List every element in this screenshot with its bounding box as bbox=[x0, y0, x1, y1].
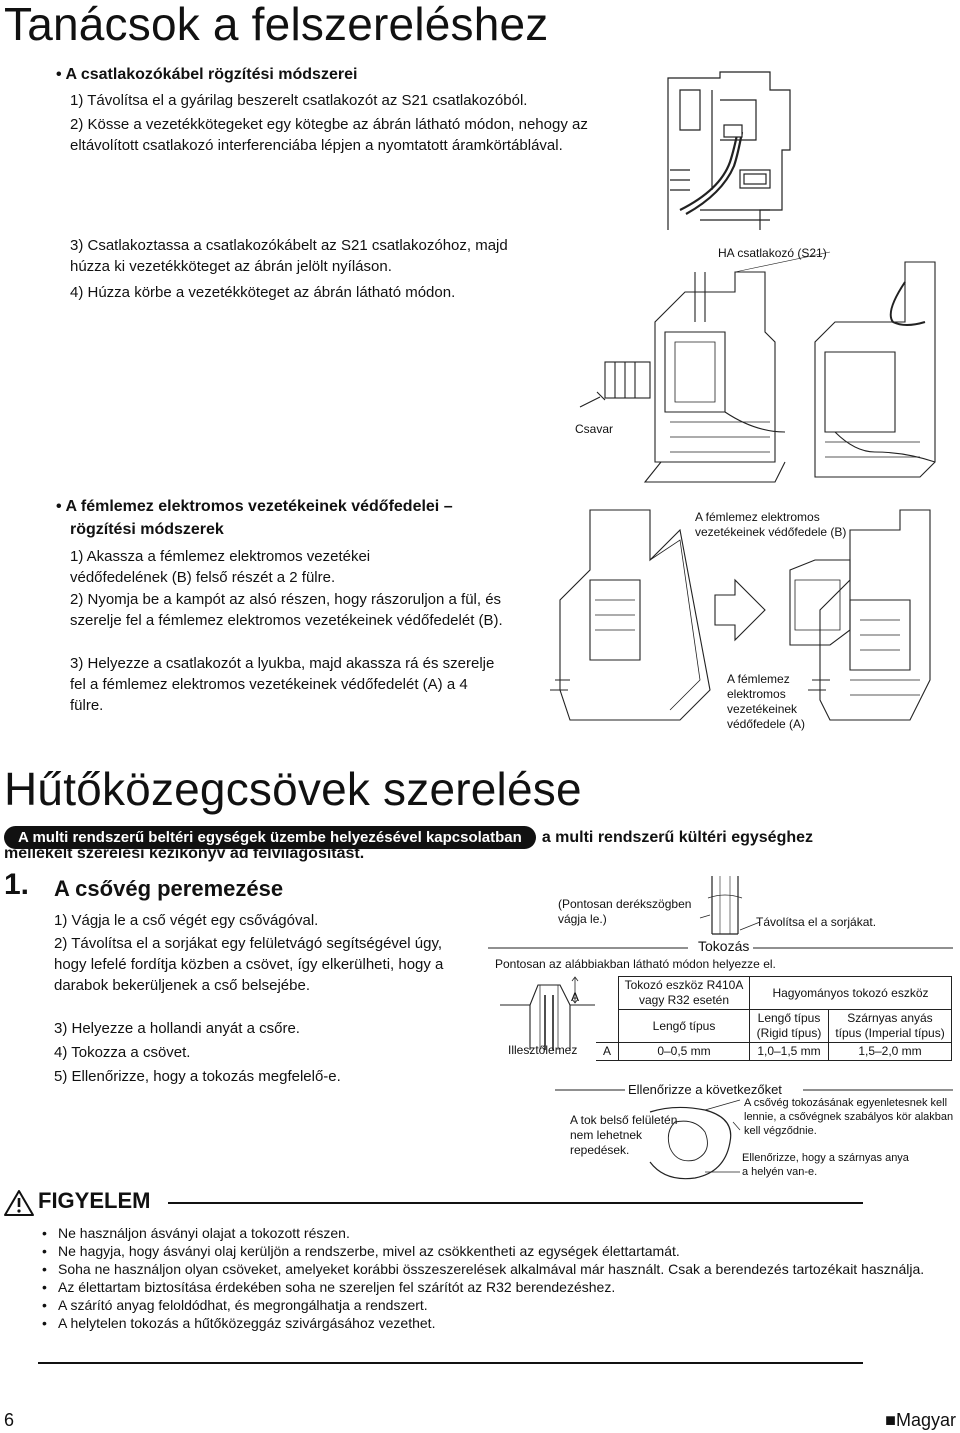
cover-heading-2: rögzítési módszerek bbox=[70, 521, 224, 538]
check-even: A csővég tokozásának egyenletesnek kell lennie, a csővégnek szabályos kör alakban kell végződnie. bbox=[744, 1097, 954, 1137]
burr-label: Távolítsa el a sorjákat. bbox=[756, 915, 877, 929]
cover-mounting-illustration bbox=[550, 500, 955, 740]
flare-heading: A csővég peremezése bbox=[54, 876, 284, 901]
value-r410a: 0–0,5 mm bbox=[619, 1043, 750, 1061]
leader-lines bbox=[700, 900, 860, 940]
flare-step-5: 5) Ellenőrizze, hogy a tokozás megfelelő-e. bbox=[54, 1068, 341, 1085]
warning-list bbox=[38, 1224, 938, 1332]
clutch-rigid-type: Lengő típus (Rigid típus) bbox=[750, 1010, 829, 1043]
intro-rest: a multi rendszerű kültéri egységhez bbox=[541, 828, 814, 846]
check-title: Ellenőrizze a következőket bbox=[628, 1082, 782, 1097]
value-rigid: 1,0–1,5 mm bbox=[750, 1043, 829, 1061]
cover-heading-1: • A fémlemez elektromos vezetékeinek védőfedelei – bbox=[56, 498, 453, 515]
flaring-die-illustration bbox=[500, 975, 595, 1050]
page-number: 6 bbox=[4, 1410, 15, 1430]
cover-step-2: 2) Nyomja be a kampót az alsó részen, hogy rászoruljon a fül, és szerelje fel a fémlemez elektromos vezetékeinek védőfedelét (B). bbox=[70, 591, 503, 629]
col-r410a: Tokozó eszköz R410A vagy R32 esetén bbox=[619, 977, 750, 1010]
warning-item: • Ne használjon ásványi olajat a tokozott részen. bbox=[38, 1224, 938, 1242]
flare-step-1: 1) Vágja le a cső végét egy csővágóval. bbox=[54, 912, 319, 929]
cut-label: (Pontosan derékszögben vágja le.) bbox=[558, 897, 692, 926]
warning-title: FIGYELEM bbox=[38, 1188, 151, 1213]
flaring-table bbox=[596, 976, 952, 1061]
flare-step-2: 2) Távolítsa el a sorjákat egy felületvágó segítségével úgy, hogy lefelé fordítja közben a csövet, így elkerülheti, hogy a darabok bekerüljenek a cső belsejébe. bbox=[54, 935, 444, 994]
screw-label: Csavar bbox=[575, 422, 614, 436]
warning-rule bbox=[168, 1202, 863, 1204]
connector-routing-illustration bbox=[575, 262, 955, 502]
row-a-label: A bbox=[596, 1043, 619, 1061]
warning-item: • Soha ne használjon olyan csöveket, amelyeket korábbi összeszerelések alkalmával már használt. Csak a berendezés tartozékait használja. bbox=[38, 1260, 938, 1278]
warning-bottom-rule bbox=[38, 1362, 863, 1364]
wing-nut-type: Szárnyas anyás típus (Imperial típus) bbox=[829, 1010, 952, 1043]
cover-a-label: A fémlemez elektromos vezetékeinek védőfedele (A) bbox=[727, 672, 806, 731]
page-title: Tanácsok a felszereléshez bbox=[4, 0, 549, 50]
cover-b-label: A fémlemez elektromos vezetékeinek védőfedele (B) bbox=[695, 510, 847, 539]
flaring-title: Tokozás bbox=[698, 938, 750, 954]
connector-step-2: 2) Kösse a vezetékkötegeket egy kötegbe az ábrán látható módon, nehogy az eltávolított csatlakozó interferenciába lépjen a nyomtatott áramkörtáblával. bbox=[70, 116, 588, 154]
connector-step-3: 3) Csatlakoztassa a csatlakozókábelt az S21 csatlakozóhoz, majd húzza ki vezetékköteget az ábrán jelölt nyíláson. bbox=[70, 237, 508, 275]
col-conventional: Hagyományos tokozó eszköz bbox=[750, 977, 952, 1010]
connector-step-4: 4) Húzza körbe a vezetékköteget az ábrán látható módon. bbox=[70, 284, 456, 301]
cover-step-1: 1) Akassza a fémlemez elektromos vezetékei védőfedelének (B) felső részét a 2 fülre. bbox=[70, 548, 371, 586]
flare-step-3: 3) Helyezze a hollandi anyát a csőre. bbox=[54, 1020, 300, 1037]
warning-item: • Ne hagyja, hogy ásványi olaj kerüljön a rendszerbe, mivel az csökkentheti az egységek élettartamát. bbox=[38, 1242, 938, 1260]
cover-step-3: 3) Helyezze a csatlakozót a lyukba, majd akassza rá és szerelje fel a fémlemez elektromos vezetékeinek védőfedelét (A) a 4 fülre. bbox=[70, 655, 495, 714]
die-label: Illesztőlemez bbox=[508, 1043, 578, 1057]
ha-connector-label: HA csatlakozó (S21) bbox=[718, 246, 827, 260]
check-inner-surface: A tok belső felületén nem lehetnek repedések. bbox=[570, 1113, 678, 1157]
warning-item: • A helytelen tokozás a hűtőközeggáz szivárgásához vezethet. bbox=[38, 1314, 938, 1332]
warning-item: • A szárító anyag feloldódhat, és megrongálhatja a rendszert. bbox=[38, 1296, 938, 1314]
value-imperial: 1,5–2,0 mm bbox=[829, 1043, 952, 1061]
connector-heading: • A csatlakozókábel rögzítési módszerei bbox=[56, 66, 358, 83]
warning-item: • Az élettartam biztosítása érdekében soha ne szereljen fel szárítót az R32 berendezéshez. bbox=[38, 1278, 938, 1296]
warning-icon bbox=[4, 1190, 34, 1216]
connector-step-1: 1) Távolítsa el a gyárilag beszerelt csatlakozót az S21 csatlakozóból. bbox=[70, 92, 528, 109]
language-label: ■Magyar bbox=[885, 1410, 956, 1430]
clutch-type: Lengő típus bbox=[619, 1010, 750, 1043]
section-title-refrigerant: Hűtőközegcsövek szerelése bbox=[4, 763, 582, 815]
flaring-sub: Pontosan az alábbiakban látható módon helyezze el. bbox=[495, 957, 776, 971]
connector-removal-illustration bbox=[660, 70, 800, 230]
check-nut: Ellenőrizze, hogy a szárnyas anya a helyén van-e. bbox=[742, 1152, 909, 1178]
intro-highlight: A multi rendszerű beltéri egységek üzembe helyezésével kapcsolatban bbox=[4, 826, 536, 849]
flare-step-4: 4) Tokozza a csövet. bbox=[54, 1044, 191, 1061]
intro-line-2: mellékelt szerelési kézikönyv ad felvilágosítást. bbox=[4, 845, 365, 862]
flare-number: 1. bbox=[4, 868, 30, 901]
flare-a-label: A bbox=[571, 990, 580, 1004]
